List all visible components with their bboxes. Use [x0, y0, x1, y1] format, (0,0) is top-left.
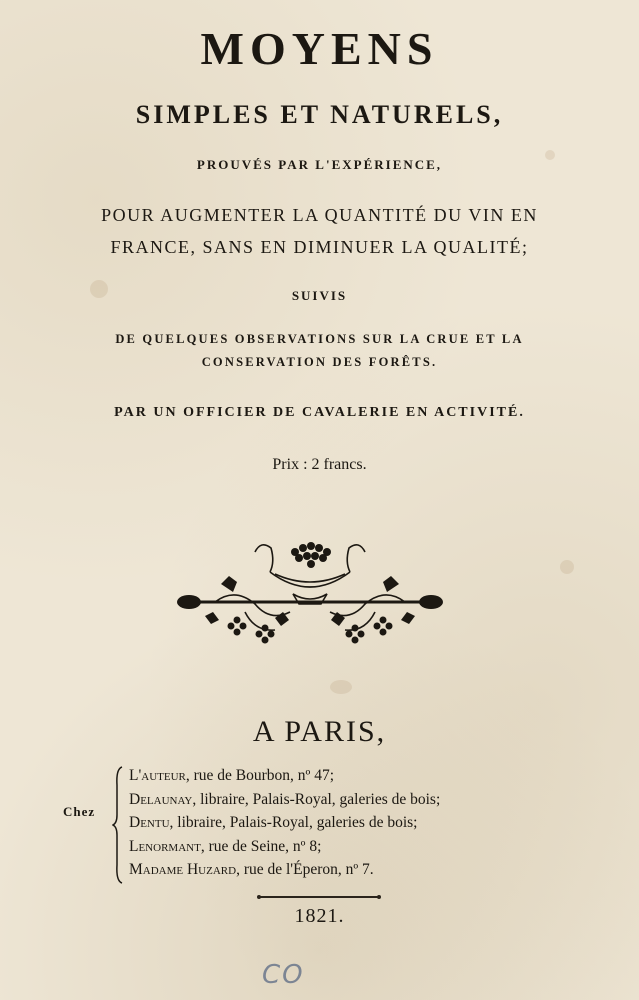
author-line: PAR UN OFFICIER DE CAVALERIE EN ACTIVITÉ.: [114, 405, 525, 420]
divider-rule: [260, 896, 378, 898]
dealer-row: [129, 788, 440, 812]
dealer-name: L'auteur: [129, 767, 186, 784]
vine-urn-vignette-icon: [175, 532, 445, 650]
purpose-line-2: FRANCE, SANS EN DIMINUER LA QUALITÉ;: [110, 237, 529, 257]
publication-year: 1821.: [294, 905, 345, 927]
observations-line-1: DE QUELQUES OBSERVATIONS SUR LA CRUE ET LA: [115, 332, 524, 346]
dealer-name: Delaunay: [129, 790, 193, 808]
chez-label: Chez: [63, 804, 96, 819]
dealer-row: [129, 858, 440, 882]
dealer-list: [129, 764, 440, 882]
followed-by-line: SUIVIS: [291, 288, 348, 303]
dealer-name: Madame Huzard: [129, 861, 237, 878]
observations-line-2: CONSERVATION DES FORÊTS.: [201, 355, 438, 369]
dealer-address: , rue de l'Éperon, nº 7.: [236, 861, 374, 878]
dealer-row: [129, 835, 440, 859]
foxing-spot: [560, 560, 574, 574]
dealer-name: Dentu: [129, 814, 170, 831]
foxing-spot: [330, 680, 352, 694]
book-title: MOYENS: [200, 23, 439, 74]
dealer-row: [129, 764, 440, 788]
price-line: Prix : 2 francs.: [272, 456, 367, 473]
library-stamp: CO: [262, 960, 305, 990]
curly-brace-icon: [112, 765, 124, 885]
dealer-address: , libraire, Palais-Royal, galeries de bois;: [169, 814, 418, 831]
purpose-line-1: POUR AUGMENTER LA QUANTITÉ DU VIN EN: [101, 205, 538, 225]
imprint-city: A PARIS,: [252, 715, 387, 748]
book-subtitle: SIMPLES ET NATURELS,: [135, 100, 504, 129]
dealer-row: [129, 811, 440, 835]
dealer-address: , libraire, Palais-Royal, galeries de bois;: [192, 790, 441, 808]
dealer-name: Lenormant: [129, 837, 201, 855]
proven-line: PROUVÉS PAR L'EXPÉRIENCE,: [196, 157, 443, 172]
dealer-address: , rue de Seine, nº 8;: [200, 837, 322, 855]
dealer-address: , rue de Bourbon, nº 47;: [185, 767, 335, 784]
